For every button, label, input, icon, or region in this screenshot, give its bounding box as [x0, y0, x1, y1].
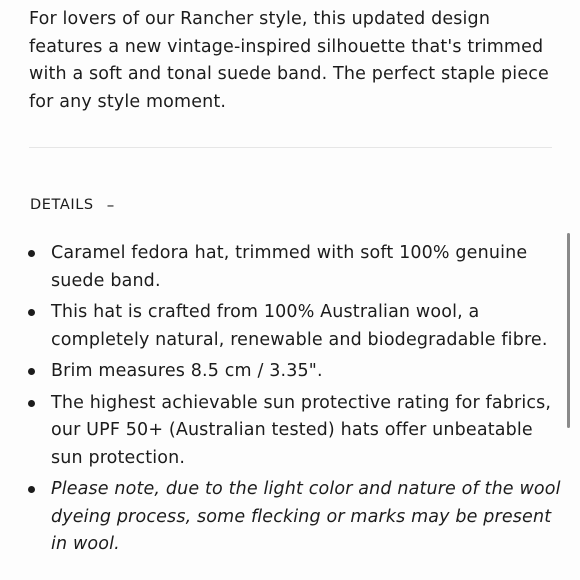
- details-item-material: Caramel fedora hat, trimmed with soft 100% genuine suede band.: [51, 240, 561, 295]
- product-description: For lovers of our Rancher style, this updated design features a new vintage-inspired silhouette that's trimmed with a soft and tonal suede band. The perfect staple piece for any style moment.: [29, 9, 549, 112]
- section-divider: [29, 147, 552, 148]
- details-item-wool: This hat is crafted from 100% Australian wool, a completely natural, renewable and biodegradable fibre.: [51, 299, 561, 354]
- collapse-icon[interactable]: –: [106, 196, 115, 214]
- details-list: [51, 240, 561, 563]
- details-item-note: Please note, due to the light color and nature of the wool dyeing process, some flecking or marks may be present in wool.: [51, 476, 561, 559]
- details-heading: DETAILS: [30, 197, 94, 213]
- details-accordion-header[interactable]: [30, 196, 115, 214]
- scrollbar-thumb[interactable]: [567, 233, 570, 428]
- details-item-brim: Brim measures 8.5 cm / 3.35".: [51, 358, 561, 386]
- details-item-upf: The highest achievable sun protective rating for fabrics, our UPF 50+ (Australian tested) hats offer unbeatable sun protection.: [51, 390, 561, 473]
